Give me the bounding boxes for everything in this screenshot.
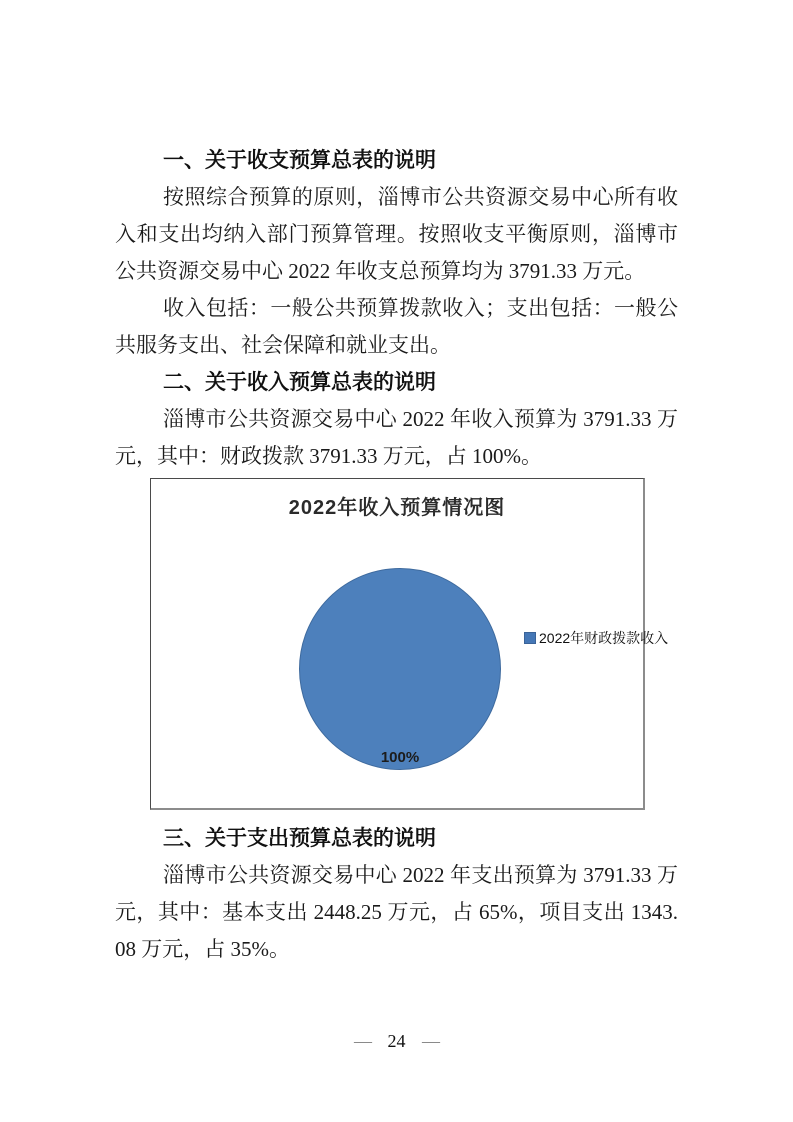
section-2-heading: 二、关于收入预算总表的说明 bbox=[163, 371, 436, 394]
section-1-paragraph-1: 按照综合预算的原则，淄博市公共资源交易中心所有收入和支出均纳入部门预算管理。按照收支平衡原则，淄博市公共资源交易中心 2022 年收支总预算均为 3791.33 万元。 bbox=[115, 185, 678, 283]
page-number: 24 bbox=[387, 1031, 406, 1051]
section-1-paragraph-2: 收入包括：一般公共预算拨款收入；支出包括：一般公共服务支出、社会保障和就业支出。 bbox=[115, 296, 678, 357]
document-body bbox=[115, 142, 678, 968]
section-3-paragraph-1: 淄博市公共资源交易中心 2022 年支出预算为 3791.33 万元，其中：基本支出 2448.25 万元，占 65%，项目支出 1343.08 万元，占 35%。 bbox=[115, 863, 678, 961]
footer-dash-right: — bbox=[422, 1031, 439, 1051]
section-1-heading: 一、关于收支预算总表的说明 bbox=[163, 149, 436, 172]
chart-title: 2022年收入预算情况图 bbox=[288, 497, 506, 519]
footer-dash-left: — bbox=[354, 1031, 371, 1051]
section-2-paragraph-1: 淄博市公共资源交易中心 2022 年收入预算为 3791.33 万元，其中：财政拨款 3791.33 万元，占 100%。 bbox=[115, 407, 678, 468]
pie-slice-fiscal-appropriation bbox=[299, 568, 501, 770]
section-3-heading: 三、关于支出预算总表的说明 bbox=[163, 827, 436, 850]
pie-slice-percentage-label: 100% bbox=[380, 749, 420, 766]
income-budget-pie-chart bbox=[150, 478, 669, 810]
chart-legend bbox=[524, 629, 673, 648]
legend-swatch-icon bbox=[524, 632, 536, 644]
page-footer bbox=[0, 1031, 793, 1052]
legend-label: 2022年财政拨款收入 bbox=[539, 630, 669, 646]
